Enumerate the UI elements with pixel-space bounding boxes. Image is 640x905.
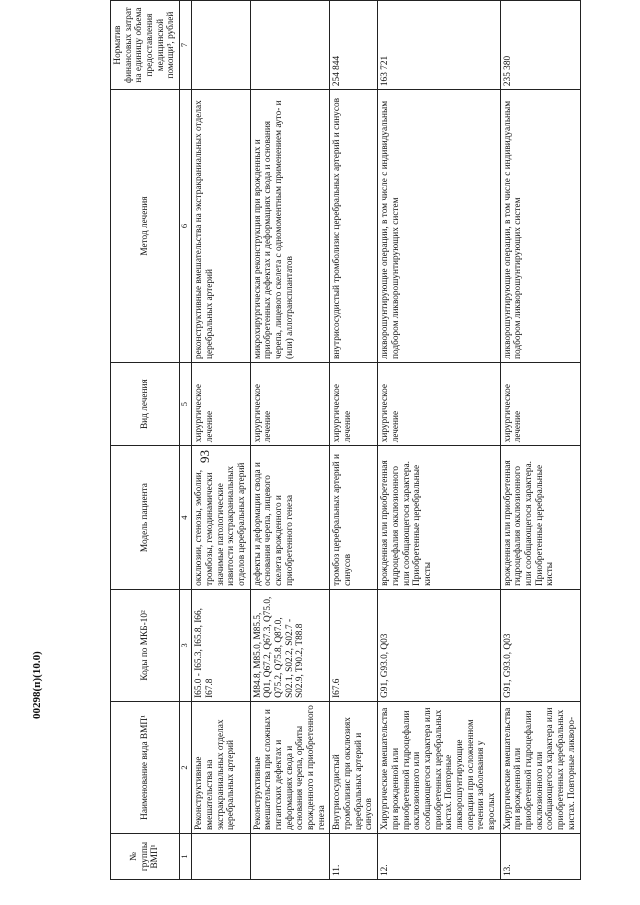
header-treatment-type: Вид лечения (111, 362, 180, 445)
column-index: 7 (180, 1, 192, 90)
table-header-row (111, 1, 180, 880)
icd-codes-cell: M84.8, M85.0, M85.5, Q01, Q67.2, Q67.3, Q75.0, Q75.2, Q75.8, Q87.0, S02.1, S02.2, S02.7 - S02.9, T90.2, T88.8 (250, 589, 330, 701)
treatment-method-cell: внутрисосудистый тромболизис церебральных артерий и синусов (330, 90, 378, 363)
treatment-method-cell: ликворошунтирующие операции, в том числе с индивидуальным подбором ликворошунтирующих систем (378, 90, 501, 363)
patient-model-cell: врожденная или приобретенная гидроцефалия окклюзионного или сообщающегося характера. Приобретенные церебральные кисты (500, 446, 580, 590)
column-index: 6 (180, 90, 192, 363)
column-index: 4 (180, 446, 192, 590)
document-code: 00298(п)(10.0) (31, 651, 43, 719)
column-index: 5 (180, 362, 192, 445)
header-cost-standard: Норматив финансовых затрат на единицу объема предоставления медицинской помощи³, рублей (111, 1, 180, 90)
vmp-name-cell: Реконструктивные вмешательства на экстракраниальных отделах церебральных артерий (192, 701, 250, 833)
row-number: 11. (330, 834, 378, 880)
column-index-row (180, 1, 192, 880)
treatment-type-cell: хирургическое лечение (378, 362, 501, 445)
treatment-method-cell: реконструктивные вмешательства на экстракраниальных отделах церебральных артерий (192, 90, 250, 363)
cost-cell: 235 380 (500, 1, 580, 90)
patient-model-cell: врожденная или приобретенная гидроцефалия окклюзионного или сообщающегося характера. Приобретенные церебральные кисты (378, 446, 501, 590)
icd-codes-cell: G91, G93.0, Q03 (378, 589, 501, 701)
vmp-name-cell: Хирургические вмешательства при врожденной или приобретенной гидроцефалии окклюзионного или сообщающегося характера или приобретенных церебральных кистах. Повторные ликворо- (500, 701, 580, 833)
table-row (250, 1, 330, 880)
treatment-type-cell: хирургическое лечение (500, 362, 580, 445)
column-index: 3 (180, 589, 192, 701)
table-rotated-container (110, 0, 640, 905)
cost-cell: 163 721 (378, 1, 501, 90)
vmp-name-cell: Реконструктивные вмешательства при сложных и гигантских дефектах и деформациях свода и основания черепа, орбиты врожденного и приобретенного генеза (250, 701, 330, 833)
table-row (192, 1, 250, 880)
row-number: 12. (378, 834, 501, 880)
treatment-method-cell: ликворошунтирующие операции, в том числе с индивидуальным подбором ликворошунтирующих систем (500, 90, 580, 363)
patient-model-cell: дефекты и деформации свода и основания черепа, лицевого скелета врожденного и приобретенного генеза (250, 446, 330, 590)
treatment-type-cell: хирургическое лечение (330, 362, 378, 445)
header-treatment-method: Метод лечения (111, 90, 180, 363)
vmp-name-cell: Внутрисосудистый тромболизис при окклюзиях церебральных артерий и синусов (330, 701, 378, 833)
patient-model-cell: тромбоз церебральных артерий и синусов (330, 446, 378, 590)
treatment-table (110, 0, 581, 880)
table-row (330, 1, 378, 880)
cost-cell (250, 1, 330, 90)
patient-model-cell: окклюзии, стенозы, эмболии, тромбозы, гемодинамически значимые патологические извитости экстракраниальных отделов церебральных артерий (192, 446, 250, 590)
header-icd-codes: Коды по МКБ-10² (111, 589, 180, 701)
table-row (378, 1, 501, 880)
treatment-type-cell: хирургическое лечение (250, 362, 330, 445)
treatment-type-cell: хирургическое лечение (192, 362, 250, 445)
row-number (192, 834, 250, 880)
column-index: 2 (180, 701, 192, 833)
header-vmp-name: Наименование вида ВМП¹ (111, 701, 180, 833)
row-number: 13. (500, 834, 580, 880)
header-group-number: № группы ВМП¹ (111, 834, 180, 880)
icd-codes-cell: I67.6 (330, 589, 378, 701)
treatment-method-cell: микрохирургическая реконструкция при врожденных и приобретенных дефектах и деформациях свода и основания черепа, лицевого скелета с одномоментным применением ауто- и (или) аллотрансплантатов (250, 90, 330, 363)
page-number: 93 (197, 450, 212, 463)
icd-codes-cell: G91, G93.0, Q03 (500, 589, 580, 701)
row-number (250, 834, 330, 880)
table-row (500, 1, 580, 880)
column-index: 1 (180, 834, 192, 880)
header-patient-model: Модель пациента (111, 446, 180, 590)
icd-codes-cell: I65.0 - I65.3, I65.8, I66, I67.8 (192, 589, 250, 701)
cost-cell (192, 1, 250, 90)
vmp-name-cell: Хирургические вмешательства при врожденной или приобретенной гидроцефалии окклюзионного или сообщающегося характера или приобретенных церебральных кистах. Повторные ликворошунтирующие операции при осложненном течении заболевания у взрослых (378, 701, 501, 833)
cost-cell: 254 844 (330, 1, 378, 90)
